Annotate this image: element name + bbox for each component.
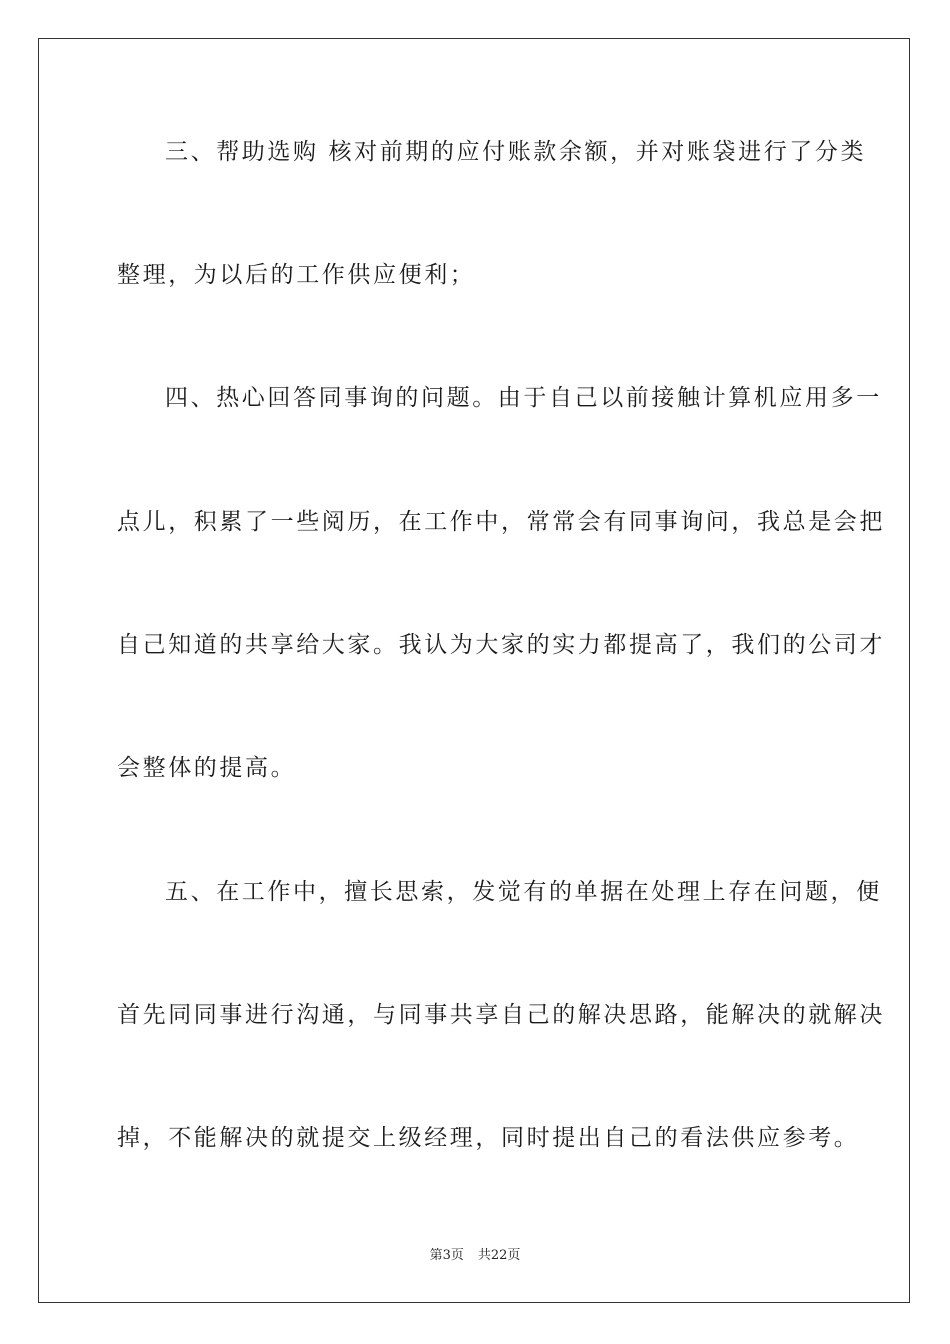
paragraph-line: 自己知道的共享给大家。我认为大家的实力都提高了，我们的公司才 xyxy=(117,632,885,658)
paragraph-line: 五、在工作中，擅长思索，发觉有的单据在处理上存在问题，便 xyxy=(165,879,882,905)
paragraph-line: 首先同同事进行沟通，与同事共享自己的解决思路，能解决的就解决 xyxy=(117,1002,885,1028)
page-footer xyxy=(0,1247,950,1265)
paragraph-line: 整理，为以后的工作供应便利； xyxy=(117,262,476,288)
paragraph-line: 点儿，积累了一些阅历，在工作中，常常会有同事询问，我总是会把 xyxy=(117,509,885,535)
page-border xyxy=(38,38,910,1303)
paragraph-line: 四、热心回答同事询的问题。由于自己以前接触计算机应用多一 xyxy=(165,385,882,411)
paragraph-line: 掉，不能解决的就提交上级经理，同时提出自己的看法供应参考。 xyxy=(117,1125,860,1151)
paragraph-line: 会整体的提高。 xyxy=(117,755,297,781)
page-number-current: 第3页 xyxy=(429,1248,464,1263)
paragraph-line: 三、帮助选购 核对前期的应付账款余额，并对账袋进行了分类 xyxy=(165,139,867,165)
page-number-total: 共22页 xyxy=(477,1248,521,1263)
